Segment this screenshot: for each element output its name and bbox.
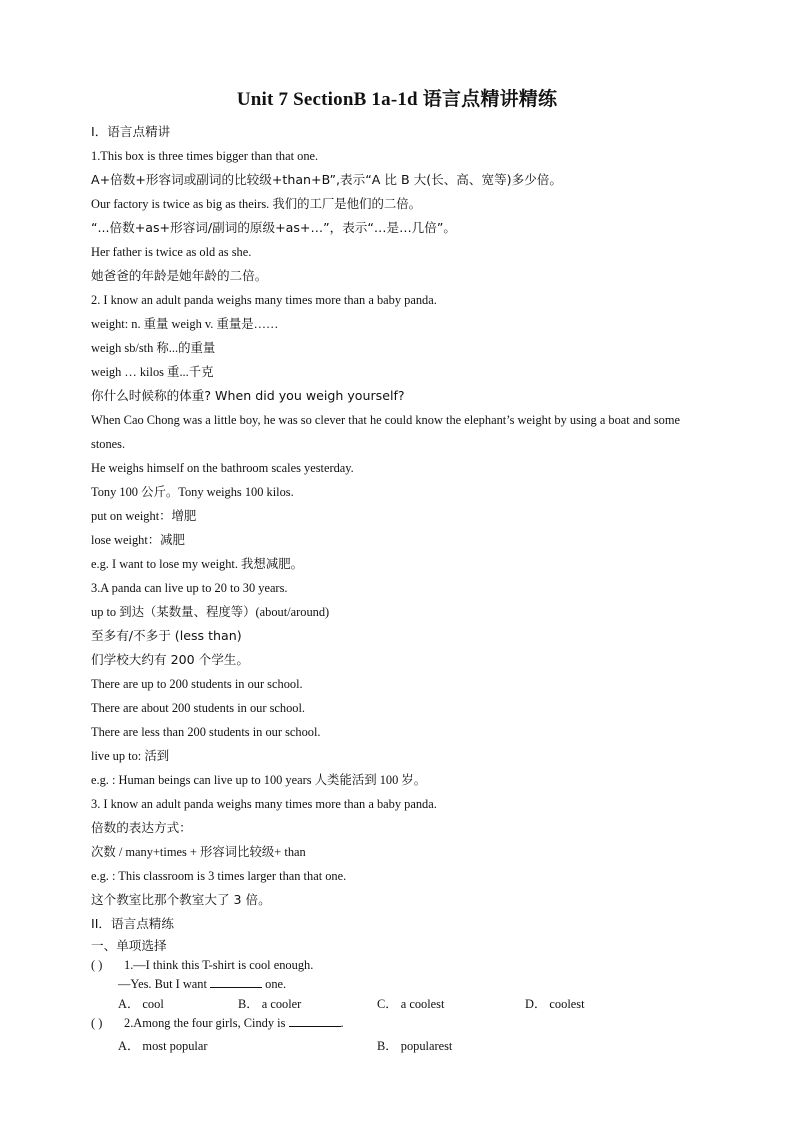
text-line: There are about 200 students in our school. xyxy=(91,701,306,715)
text-line: weigh … kilos 重...千克 xyxy=(91,365,214,379)
text-line: Her father is twice as old as she. xyxy=(91,245,252,259)
option-b[interactable]: B． a cooler xyxy=(238,996,302,1011)
reply-end: one. xyxy=(265,977,287,991)
text-line: “...倍数+as+形容词/副词的原级+as+…”，表示“…是…几倍”。 xyxy=(91,220,456,235)
question-stem: 2.Among the four girls, Cindy is xyxy=(124,1016,286,1030)
question-stem: 1.—I think this T-shirt is cool enough. xyxy=(124,957,314,972)
text-line: Our factory is twice as big as theirs. 我们的工厂是他们的二倍。 xyxy=(91,197,422,211)
option-c[interactable]: C． a coolest xyxy=(377,996,445,1011)
option-a[interactable]: A． most popular xyxy=(118,1038,208,1053)
question-2 xyxy=(91,1014,721,1034)
reply-start: —Yes. But I want xyxy=(118,977,207,991)
text-line: 3.A panda can live up to 20 to 30 years. xyxy=(91,581,288,595)
text-line: weight: n. 重量 weigh v. 重量是…… xyxy=(91,317,279,331)
text-line: lose weight：减肥 xyxy=(91,533,185,547)
answer-bracket[interactable]: ( ) xyxy=(91,957,103,972)
document-body xyxy=(91,120,721,1058)
section-heading-practice: II．语言点精练 xyxy=(91,916,174,931)
text-line: He weighs himself on the bathroom scales yesterday. xyxy=(91,461,354,475)
page-title: Unit 7 SectionB 1a-1d 语言点精讲精练 xyxy=(236,89,558,110)
text-line: 倍数的表达方式： xyxy=(91,820,192,835)
stem-end: . xyxy=(340,1016,344,1030)
text-line: e.g. : This classroom is 3 times larger than that one. xyxy=(91,869,347,883)
text-line: weigh sb/sth 称...的重量 xyxy=(91,341,216,355)
text-line: There are less than 200 students in our school. xyxy=(91,725,321,739)
text-line: live up to: 活到 xyxy=(91,749,170,763)
text-line: 2. I know an adult panda weighs many times more than a baby panda. xyxy=(91,293,437,307)
text-line: 至多有/不多于 (less than) xyxy=(91,628,242,643)
question-2-options xyxy=(91,1034,721,1058)
text-line: 她爸爸的年龄是她年龄的二倍。 xyxy=(91,268,268,283)
text-line: 这个教室比那个教室大了 3 倍。 xyxy=(91,892,271,907)
option-d[interactable]: D． coolest xyxy=(525,996,585,1011)
text-line: 次数 / many+times + 形容词比较级+ than xyxy=(91,845,306,859)
text-line: e.g. : Human beings can live up to 100 years 人类能活到 100 岁。 xyxy=(91,773,427,787)
question-1-options xyxy=(91,995,721,1015)
option-b[interactable]: B． popularest xyxy=(377,1038,453,1053)
text-line: e.g. I want to lose my weight. 我想减肥。 xyxy=(91,557,303,571)
text-line: up to 到达（某数量、程度等）(about/around) xyxy=(91,605,330,619)
text-line: 你什么时候称的体重? When did you weigh yourself? xyxy=(91,388,405,403)
text-line: A+倍数+形容词或副词的比较级+than+B”,表示“A 比 B 大(长、高、宽等)多少倍。 xyxy=(91,172,562,187)
answer-bracket[interactable]: ( ) xyxy=(91,1016,103,1030)
option-a[interactable]: A． cool xyxy=(118,996,164,1011)
text-line: There are up to 200 students in our school. xyxy=(91,677,303,691)
section-heading-explanation: I．语言点精讲 xyxy=(91,124,171,139)
question-1 xyxy=(91,956,721,976)
text-line: put on weight：增肥 xyxy=(91,509,197,523)
text-line: When Cao Chong was a little boy, he was so clever that he could know the elephant’s weight by using a boat and some stones. xyxy=(91,413,680,451)
text-line: 1.This box is three times bigger than that one. xyxy=(91,149,319,163)
text-line: 3. I know an adult panda weighs many times more than a baby panda. xyxy=(91,797,437,811)
text-line: Tony 100 公斤。Tony weighs 100 kilos. xyxy=(91,485,294,499)
text-line: 们学校大约有 200 个学生。 xyxy=(91,652,249,667)
answer-blank[interactable] xyxy=(289,1014,341,1027)
answer-blank[interactable] xyxy=(210,975,262,988)
question-1-reply xyxy=(91,975,721,995)
subsection-heading-single-choice: 一、单项选择 xyxy=(91,938,167,953)
